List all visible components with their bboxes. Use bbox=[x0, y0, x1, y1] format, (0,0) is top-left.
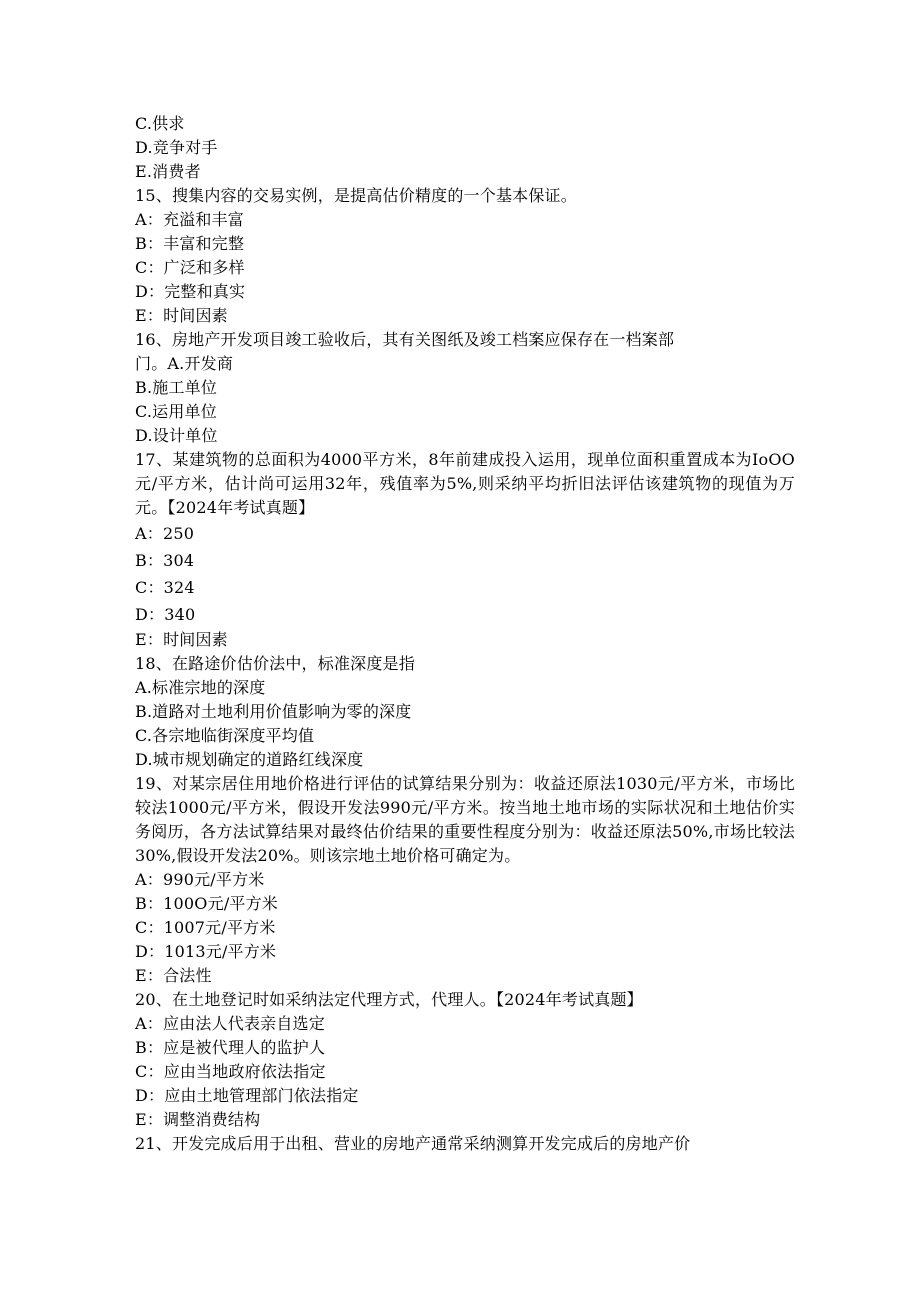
text-line: D：1013元/平方米 bbox=[135, 942, 277, 961]
text-line: B：丰富和完整 bbox=[135, 234, 245, 253]
text-line: 21、开发完成后用于出租、营业的房地产通常采纳测算开发完成后的房地产价 bbox=[135, 1134, 691, 1153]
text-line: C.供求 bbox=[135, 114, 185, 133]
text-line: 20、在土地登记时如采纳法定代理方式，代理人。【2024年考试真题】 bbox=[135, 990, 643, 1009]
text-line: B.施工单位 bbox=[135, 378, 218, 397]
text-line: E.消费者 bbox=[135, 162, 201, 181]
text-line: B：304 bbox=[135, 551, 195, 570]
text-line: E：时间因素 bbox=[135, 630, 228, 649]
text-line: 16、房地产开发项目竣工验收后，其有关图纸及竣工档案应保存在一档案部 bbox=[135, 330, 675, 349]
text-line: B.道路对土地利用价值影响为零的深度 bbox=[135, 702, 412, 721]
text-line: A：250 bbox=[135, 524, 195, 543]
text-line: A：应由法人代表亲自选定 bbox=[135, 1014, 325, 1033]
text-line: A：990元/平方米 bbox=[135, 870, 265, 889]
text-line: A：充溢和丰富 bbox=[135, 210, 244, 229]
text-line: C：应由当地政府依法指定 bbox=[135, 1062, 326, 1081]
text-line: C：324 bbox=[135, 578, 195, 597]
document-body bbox=[135, 112, 795, 1156]
text-line: D.城市规划确定的道路红线深度 bbox=[135, 750, 364, 769]
text-line: D：应由土地管理部门依法指定 bbox=[135, 1086, 359, 1105]
text-line: E：时间因素 bbox=[135, 306, 228, 325]
text-line: E：合法性 bbox=[135, 966, 212, 985]
text-line: D.竞争对手 bbox=[135, 138, 218, 157]
text-line: E：调整消费结构 bbox=[135, 1110, 261, 1129]
text-line: 19、对某宗居住用地价格进行评估的试算结果分别为：收益还原法1030元/平方米，市场比较法1000元/平方米，假设开发法990元/平方米。按当地土地市场的实际状况和土地估价实务阅历，各方法试算结果对最终估价结果的重要性程度分别为：收益还原法50%,市场比较法30%,假设开发法20%。则该宗地土地价格可确定为。 bbox=[135, 774, 795, 865]
text-line: C.各宗地临街深度平均值 bbox=[135, 726, 315, 745]
text-line: C：1007元/平方米 bbox=[135, 918, 276, 937]
text-line: 18、在路途价估价法中，标准深度是指 bbox=[135, 654, 415, 673]
text-line: A.标准宗地的深度 bbox=[135, 678, 266, 697]
text-line: C.运用单位 bbox=[135, 402, 217, 421]
text-line: D：完整和真实 bbox=[135, 282, 246, 301]
text-line: 门。A.开发商 bbox=[135, 354, 234, 373]
text-line: 15、搜集内容的交易实例，是提高估价精度的一个基本保证。 bbox=[135, 186, 577, 205]
text-line: D.设计单位 bbox=[135, 426, 218, 445]
text-line: C：广泛和多样 bbox=[135, 258, 245, 277]
text-line: D：340 bbox=[135, 605, 196, 624]
text-line: B：100O元/平方米 bbox=[135, 894, 279, 913]
text-line: 17、某建筑物的总面积为4000平方米，8年前建成投入运用，现单位面积重置成本为IoOO元/平方米，估计尚可运用32年，残值率为5%,则采纳平均折旧法评估该建筑物的现值为万元。【2024年考试真题】 bbox=[135, 450, 795, 517]
text-line: B：应是被代理人的监护人 bbox=[135, 1038, 326, 1057]
